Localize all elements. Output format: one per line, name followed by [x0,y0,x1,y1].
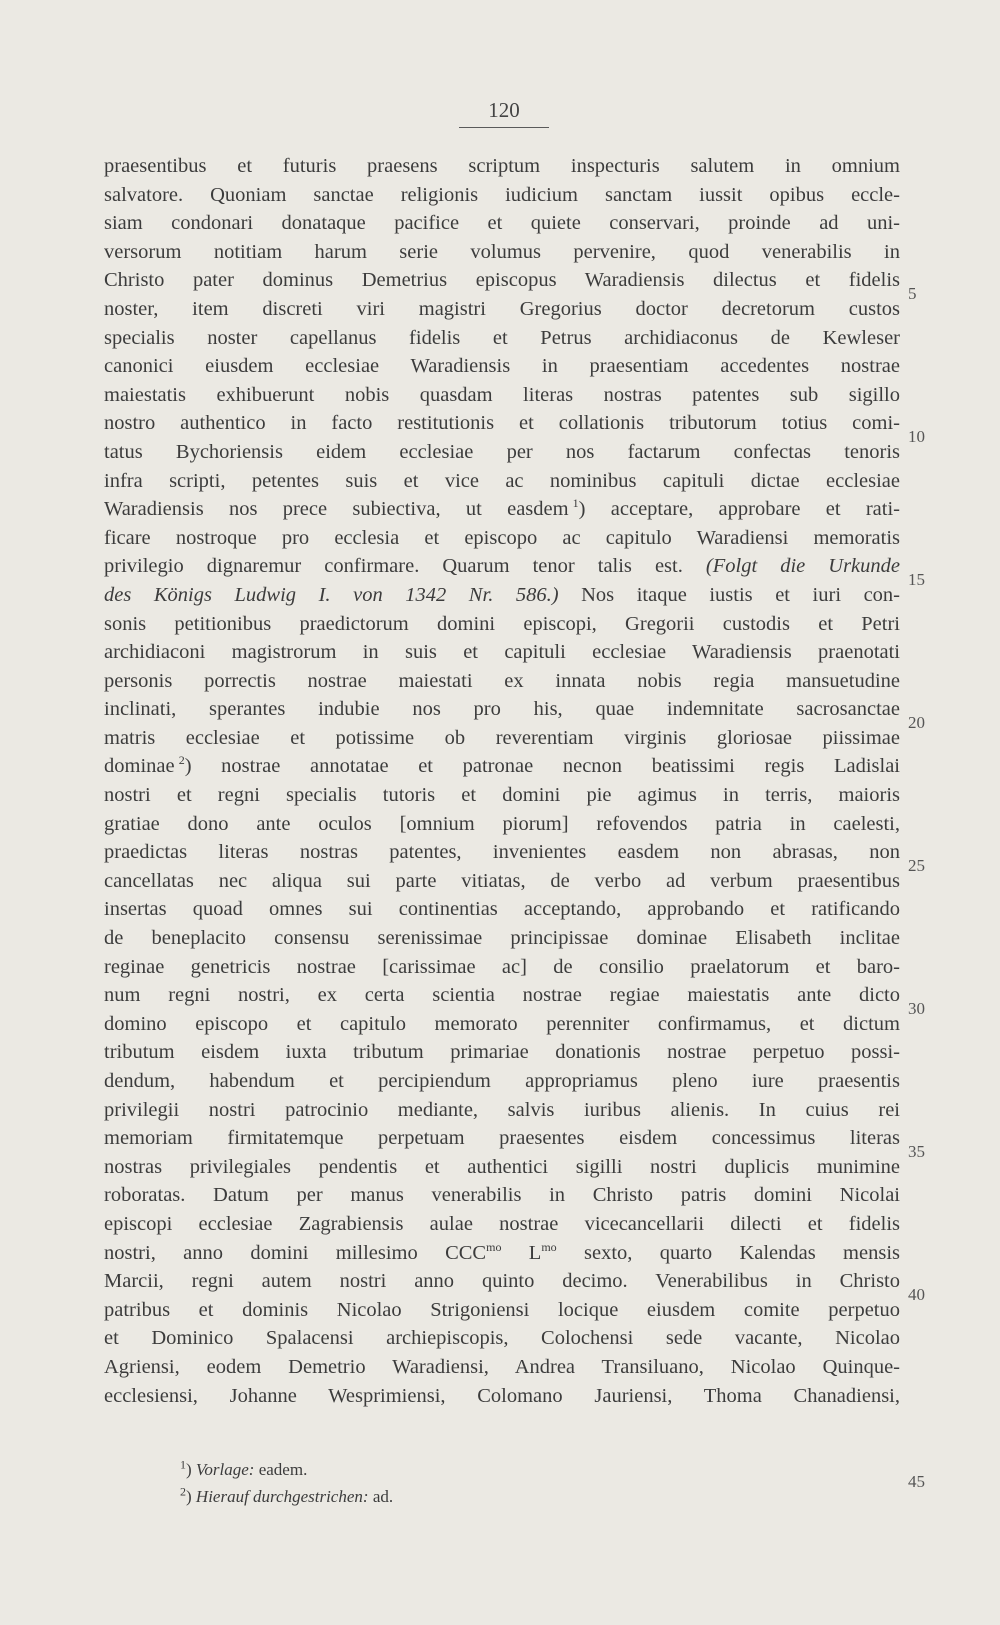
line-number: 25 [908,856,925,875]
text-line: roboratas. Datum per manus venerabilis in Christo patris domini Nicolai [104,1184,900,1207]
text-line: archidiaconi magistrorum in suis et capituli ecclesiae Waradiensis praenotati [104,641,900,664]
line-text: L [501,1241,542,1264]
text-line: insertas quoad omnes sui continentias acceptando, approbando et ratificando [104,898,900,921]
text-line: tatus Bychoriensis eidem ecclesiae per nos factarum confectas tenoris [104,440,900,463]
footnote [180,1456,700,1483]
text-line: de beneplacito consensu serenissimae principissae dominae Elisabeth inclitae [104,927,900,950]
footnote-ref: 1 [572,496,579,511]
line-number: 5 [908,284,917,303]
text-line: domino episcopo et capitulo memorato perenniter confirmamus, et dictum [104,1012,900,1035]
text-line: cancellatas nec aliqua sui parte vitiatas, de verbo ad verbum praesentibus [104,869,900,892]
text-line: privilegii nostri patrocinio mediante, salvis iuribus alienis. In cuius rei [104,1098,900,1121]
text-line: personis porrectis nostrae maiestati ex innata nobis regia mansuetudine [104,669,900,692]
line-text: privilegio dignaremur confirmare. Quarum tenor talis est. [104,555,683,578]
footnote-text: eadem. [254,1460,308,1479]
footnote-paren: ) [186,1487,192,1506]
text-line: Agriensi, eodem Demetrio Waradiensi, Andrea Transiluano, Nicolao Quinque- [104,1355,900,1378]
line-text: sexto, quarto Kalendas mensis [556,1241,900,1264]
line-number: 40 [908,1285,925,1304]
line-number: 30 [908,999,925,1018]
text-line: nostras privilegiales pendentis et authentici sigilli nostri duplicis munimine [104,1155,900,1178]
text-line: maiestatis exhibuerunt nobis quasdam literas nostras patentes sub sigillo [104,383,900,406]
footnotes [180,1456,700,1510]
text-line: inclinati, sperantes indubie nos pro his, quae indemnitate sacrosanctae [104,698,900,721]
line-number: 15 [908,570,925,589]
footnote-label: Vorlage: [195,1460,255,1479]
text-line [104,495,900,524]
line-text: Nos itaque iustis et iuri con- [558,583,900,606]
line-number: 10 [908,427,925,446]
footnote-mark: 2 [180,1484,186,1499]
text-line: num regni nostri, ex certa scientia nostrae regiae maiestatis ante dicto [104,984,900,1007]
text-line: ecclesiensi, Johanne Wesprimiensi, Colomano Jauriensi, Thoma Chanadiensi, [104,1384,900,1407]
text-line: gratiae dono ante oculos [omnium piorum] refovendos patria in caelesti, [104,812,900,835]
text-line: versorum notitiam harum serie volumus pervenire, quod venerabilis in [104,240,900,263]
text-line: Christo pater dominus Demetrius episcopus Waradiensis dilectus et fidelis [104,269,900,292]
text-line [104,1239,900,1268]
text-line: patribus et dominis Nicolao Strigoniensi locique eiusdem comite perpetuo [104,1298,900,1321]
footnote [180,1483,700,1510]
text-line: salvatore. Quoniam sanctae religionis iudicium sanctam iussit opibus eccle- [104,183,900,206]
body-text [104,152,900,1410]
text-line: episcopi ecclesiae Zagrabiensis aulae nostrae vicecancellarii dilecti et fidelis [104,1212,900,1235]
footnote-mark: 1 [180,1457,186,1472]
line-number: 20 [908,713,925,732]
text-line: Marcii, regni autem nostri anno quinto decimo. Venerabilibus in Christo [104,1270,900,1293]
text-line: ficare nostroque pro ecclesia et episcopo ac capitulo Waradiensi memoratis [104,526,900,549]
page-number: 120 [459,97,549,128]
editorial-note: des Königs Ludwig I. von 1342 Nr. 586.) [104,583,559,606]
text-line: dendum, habendum et percipiendum appropriamus pleno iure praesentis [104,1070,900,1092]
editorial-note: (Folgt die Urkunde [705,555,901,578]
text-line: nostri et regni specialis tutoris et domini pie agimus in terris, maioris [104,784,900,807]
line-text: dominae [104,755,175,778]
text-line: siam condonari donataque pacifice et quiete conservari, proinde ad uni- [104,212,900,235]
text-line: nostro authentico in facto restitutionis et collationis tributorum totius comi- [104,412,900,435]
line-number: 45 [908,1472,925,1491]
superscript: mo [486,1239,502,1254]
text-line: matris ecclesiae et potissime ob reverentiam virginis gloriosae piissimae [104,726,900,749]
line-text: Waradiensis nos prece subiectiva, ut easdem [104,498,569,521]
text-line: noster, item discreti viri magistri Gregorius doctor decretorum custos [104,297,900,320]
footnote-label: Hierauf durchgestrichen: [195,1487,369,1506]
text-line: reginae genetricis nostrae [carissimae ac] de consilio praelatorum et baro- [104,955,900,978]
text-line [104,552,900,581]
text-line: specialis noster capellanus fidelis et Petrus archidiaconus de Kewleser [104,326,900,349]
text-line: sonis petitionibus praedictorum domini episcopi, Gregorii custodis et Petri [104,612,900,635]
text-line: et Dominico Spalacensi archiepiscopis, Colochensi sede vacante, Nicolao [104,1327,900,1350]
text-line: memoriam firmitatemque perpetuam praesentes eisdem concessimus literas [104,1127,900,1150]
line-text: ) nostrae annotatae et patronae necnon beatissimi regis Ladislai [184,755,900,778]
line-text: nostri, anno domini millesimo CCC [104,1241,487,1264]
text-line: tributum eisdem iuxta tributum primariae donationis nostrae perpetuo possi- [104,1041,900,1064]
footnote-ref: 2 [178,753,185,768]
text-line: praesentibus et futuris praesens scriptum inspecturis salutem in omnium [104,155,900,177]
text-line [104,752,900,781]
text-line: canonici eiusdem ecclesiae Waradiensis in praesentiam accedentes nostrae [104,355,900,378]
footnote-text: ad. [368,1487,394,1506]
text-line: infra scripti, petentes suis et vice ac nominibus capituli dictae ecclesiae [104,469,900,492]
footnote-paren: ) [186,1460,192,1479]
text-line [104,581,900,610]
text-line: praedictas literas nostras patentes, invenientes easdem non abrasas, non [104,841,900,864]
line-text: ) acceptare, approbare et rati- [578,498,900,521]
line-number: 35 [908,1142,925,1161]
superscript: mo [541,1239,557,1254]
